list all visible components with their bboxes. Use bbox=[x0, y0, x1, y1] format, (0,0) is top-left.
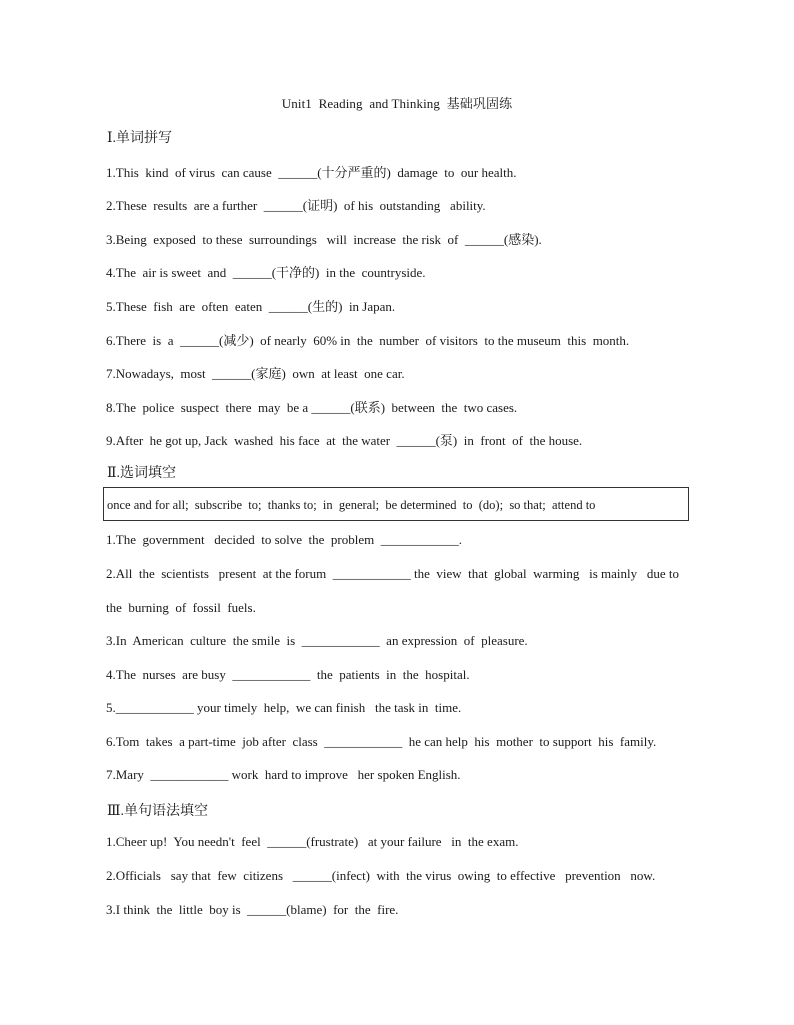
grammar-question-2: 2.Officials say that few citizens ______(infect) with the virus owing to effective prevention now. bbox=[106, 868, 656, 883]
spelling-question-8: 8.The police suspect there may be a ______(联系) between the two cases. bbox=[106, 400, 518, 415]
spelling-question-1: 1.This kind of virus can cause ______(十分严重的) damage to our health. bbox=[106, 165, 517, 180]
section-heading-word-choice: Ⅱ.选词填空 bbox=[107, 466, 177, 481]
word-choice-question-5: 5.____________ your timely help, we can finish the task in time. bbox=[106, 700, 462, 715]
word-choice-question-1: 1.The government decided to solve the problem ____________. bbox=[106, 532, 462, 547]
word-choice-question-3: 3.In American culture the smile is ____________ an expression of pleasure. bbox=[106, 633, 528, 648]
word-choice-question-4: 4.The nurses are busy ____________ the patients in the hospital. bbox=[106, 667, 470, 682]
spelling-question-5: 5.These fish are often eaten ______(生的) in Japan. bbox=[106, 299, 396, 314]
page-title: Unit1 Reading and Thinking 基础巩固练 bbox=[281, 96, 513, 111]
word-choice-question-2: 2.All the scientists present at the forum ____________ the view that global warming is mainly due to bbox=[106, 566, 679, 581]
word-choice-question-7: 7.Mary ____________ work hard to improve her spoken English. bbox=[106, 767, 461, 782]
spelling-question-6: 6.There is a ______(减少) of nearly 60% in the number of visitors to the museum this month. bbox=[106, 333, 630, 348]
spelling-question-4: 4.The air is sweet and ______(干净的) in the countryside. bbox=[106, 265, 426, 280]
word-bank-box: once and for all; subscribe to; thanks to; in general; be determined to (do); so that; attend to bbox=[103, 487, 689, 521]
grammar-question-1: 1.Cheer up! You needn't feel ______(frustrate) at your failure in the exam. bbox=[106, 834, 519, 849]
word-choice-question-6: 6.Tom takes a part-time job after class ____________ he can help his mother to support his family. bbox=[106, 734, 657, 749]
spelling-question-7: 7.Nowadays, most ______(家庭) own at least one car. bbox=[106, 366, 405, 381]
grammar-question-3: 3.I think the little boy is ______(blame) for the fire. bbox=[106, 902, 399, 917]
spelling-question-9: 9.After he got up, Jack washed his face at the water ______(泵) in front of the house. bbox=[106, 433, 583, 448]
section-heading-grammar-fill: Ⅲ.单句语法填空 bbox=[107, 804, 209, 819]
word-choice-question-2-continued: the burning of fossil fuels. bbox=[106, 600, 256, 615]
section-heading-spelling: Ⅰ.单词拼写 bbox=[107, 131, 173, 146]
spelling-question-3: 3.Being exposed to these surroundings will increase the risk of ______(感染). bbox=[106, 232, 542, 247]
spelling-question-2: 2.These results are a further ______(证明) of his outstanding ability. bbox=[106, 198, 486, 213]
